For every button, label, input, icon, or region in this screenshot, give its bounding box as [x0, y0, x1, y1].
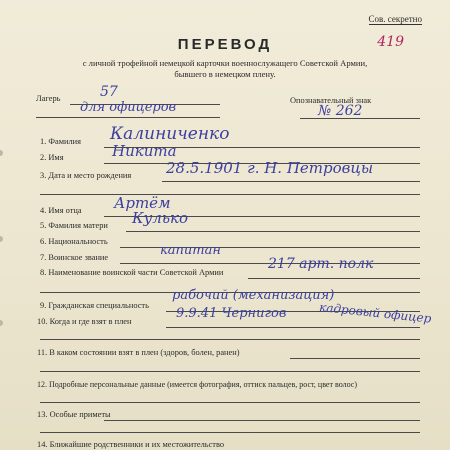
field-line-extra	[40, 194, 420, 195]
field-line	[248, 278, 420, 279]
field-value-birth: 28.5.1901 г. Н. Петровцы	[166, 159, 374, 177]
field-label: 1. Фамилия	[40, 137, 82, 146]
field-value-surname: Калиниченко	[110, 124, 230, 144]
field-value-rank: капитан	[160, 243, 221, 258]
secrecy-mark: Сов. секретно	[368, 14, 422, 24]
field-value-mother: Кулько	[132, 209, 189, 227]
camp-line-2	[36, 117, 220, 118]
field-line	[126, 231, 420, 232]
punch-hole	[0, 150, 3, 156]
field-value-unit: 217 арт. полк	[268, 256, 374, 272]
field-line-extra	[40, 402, 420, 403]
field-label: 2. Имя	[40, 153, 64, 162]
archive-number: 419	[377, 34, 404, 50]
field-line-extra	[40, 371, 420, 372]
field-label: 7. Воинское звание	[40, 253, 109, 262]
field-line	[162, 181, 420, 182]
id-mark-value: № 262	[318, 103, 363, 119]
field-value-father: Артём	[114, 194, 171, 212]
field-note-career-officer: кадровый офицер	[318, 300, 433, 326]
field-label: 6. Национальность	[40, 237, 108, 246]
document-title: ПЕРЕВОД	[177, 36, 273, 53]
camp-value: 57	[100, 84, 118, 100]
field-label: 4. Имя отца	[40, 206, 82, 215]
subtitle-line-2: бывшего в немецком плену.	[174, 69, 276, 79]
id-mark-label: Опознавательный знак	[290, 96, 372, 105]
field-label: 11. В каком состоянии взят в плен (здоров, болен, ранен)	[37, 348, 240, 357]
punch-hole	[0, 320, 3, 326]
field-line	[104, 420, 420, 421]
field-line	[166, 327, 420, 328]
field-value-captured: 9.9.41 Чернигов	[176, 306, 287, 321]
punch-hole	[0, 236, 3, 242]
camp-label: Лагерь	[36, 94, 61, 103]
field-label: 13. Особые приметы	[37, 410, 111, 419]
camp-value-line-2: для офицеров	[80, 100, 177, 115]
field-line-extra	[40, 432, 420, 433]
field-value-first-name: Никита	[112, 142, 177, 160]
field-line	[290, 358, 420, 359]
field-label: 5. Фамилия матери	[40, 221, 108, 230]
field-line-extra	[40, 339, 420, 340]
field-label: 12. Подробные персональные данные (имеется фотография, оттиск пальцев, рост, цвет волос)	[37, 380, 357, 389]
field-label: 9. Гражданская специальность	[40, 301, 149, 310]
field-label: 14. Ближайшие родственники и их местожительство	[37, 440, 225, 449]
field-label: 10. Когда и где взят в плен	[37, 317, 132, 326]
field-label: 8. Наименование воинской части Советской Армии	[40, 268, 224, 277]
field-label: 3. Дата и место рождения	[40, 171, 132, 180]
subtitle-line-1: с личной трофейной немецкой карточки военнослужащего Советской Армии,	[82, 58, 368, 68]
field-value-civil-specialty: рабочий (механизация)	[172, 288, 335, 303]
